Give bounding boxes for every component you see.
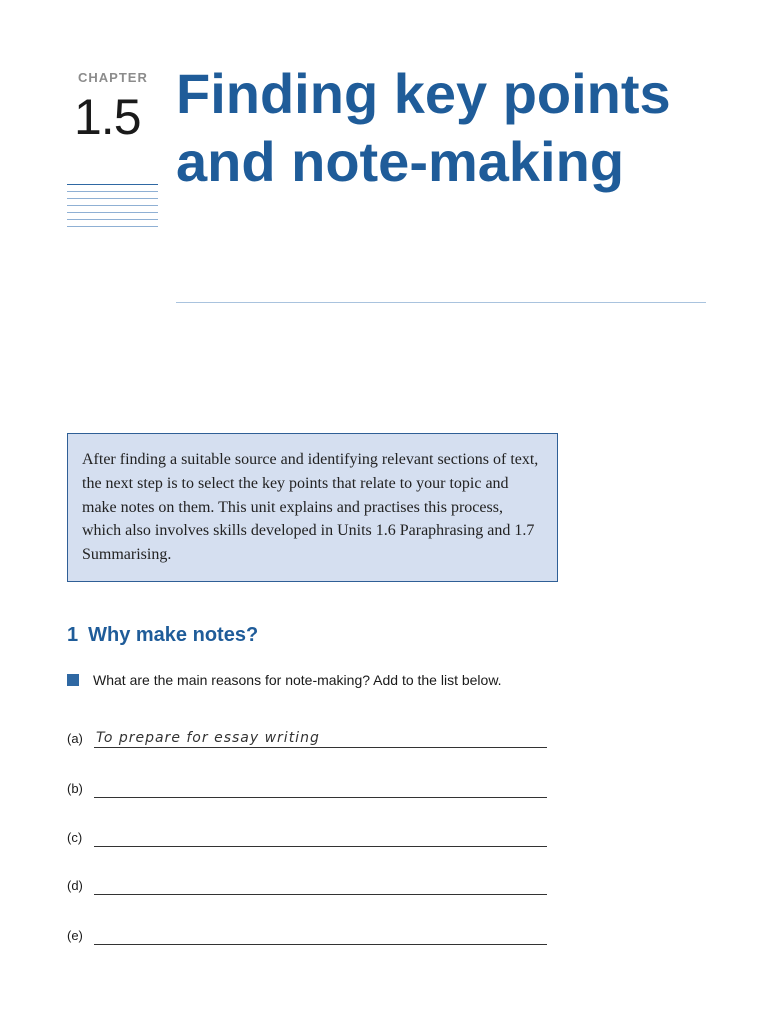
chapter-rules-decoration — [67, 184, 158, 233]
title-divider — [176, 302, 706, 303]
chapter-label: CHAPTER — [78, 70, 148, 85]
answer-row-c — [67, 825, 547, 847]
answer-label: (a) — [67, 731, 83, 746]
answer-line[interactable] — [94, 747, 547, 748]
section-number: 1 — [67, 624, 79, 646]
answer-row-b — [67, 776, 547, 798]
answer-label: (e) — [67, 928, 83, 943]
section-heading — [67, 624, 258, 647]
answer-label: (d) — [67, 878, 83, 893]
answer-label: (b) — [67, 781, 83, 796]
square-bullet-icon — [67, 674, 79, 686]
answer-line[interactable] — [94, 944, 547, 945]
answer-value: To prepare for essay writing — [96, 730, 320, 746]
task-instruction — [67, 672, 502, 688]
answer-row-a — [67, 726, 547, 748]
answer-label: (c) — [67, 830, 83, 845]
intro-box — [67, 433, 558, 582]
section-title: Why make notes? — [88, 624, 259, 646]
answer-row-e — [67, 923, 547, 945]
answer-line[interactable] — [94, 894, 547, 895]
task-text: What are the main reasons for note-making? Add to the list below. — [93, 672, 502, 688]
answer-line[interactable] — [94, 846, 547, 847]
chapter-number: 1.5 — [74, 89, 141, 145]
intro-text: After finding a suitable source and identifying relevant sections of text, the next step is to select the key points that relate to your topic and make notes on them. This unit explains and practises this process, which also involves skills developed in Units 1.6 Paraphrasing and 1.7 Summarising. — [82, 451, 539, 564]
answer-line[interactable] — [94, 797, 547, 798]
answer-row-d — [67, 873, 547, 895]
chapter-title: Finding key points and note-making — [176, 62, 671, 193]
